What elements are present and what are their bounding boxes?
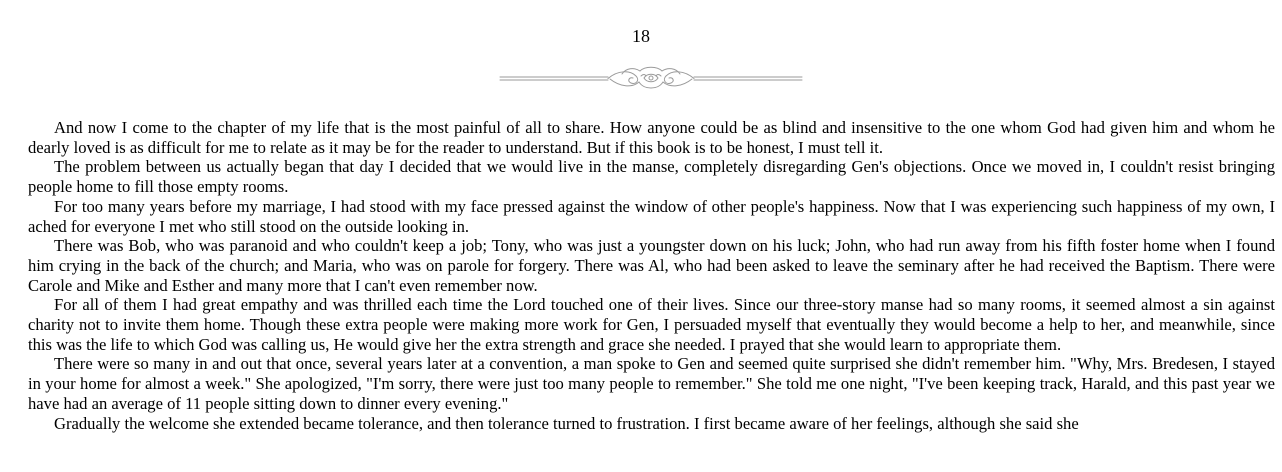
body-text [28,118,1275,433]
paragraph: Gradually the welcome she extended became tolerance, and then tolerance turned to frustration. I first became aware of her feelings, although she said she [54,413,1079,433]
page-number: 18 [632,26,650,46]
paragraph: For too many years before my marriage, I had stood with my face pressed against the window of other people's happiness. Now that I was experiencing such happiness of my own, I ached for everyone I met who still stood on the outside looking in. [28,196,1275,236]
paragraph: There were so many in and out that once, several years later at a convention, a man spoke to Gen and seemed quite surprised she didn't remember him. "Why, Mrs. Bredesen, I stayed in your home for almost a week." She apologized, "I'm sorry, there were just too many people to remember." She told me one night, "I've been keeping track, Harald, and this past year we have had an average of 11 people sitting down to dinner every evening." [28,354,1275,413]
paragraph: And now I come to the chapter of my life that is the most painful of all to share. How anyone could be as blind and insensitive to the one whom God had given him and whom he dearly loved is as difficult for me to relate as it may be for the reader to understand. But if this book is to be honest, I must tell it. [28,118,1275,157]
paragraph: For all of them I had great empathy and was thrilled each time the Lord touched one of their lives. Since our three-story manse had so many rooms, it seemed almost a sin against charity not to invite them home. Though these extra people were making more work for Gen, I persuaded myself that eventually they would become a help to her, and meanwhile, since this was the life to which God was calling us, He would give her the extra strength and grace she needed. I prayed that she would learn to appropriate them. [28,295,1275,354]
scroll-flourish-divider-icon [498,64,804,94]
paragraph: There was Bob, who was paranoid and who couldn't keep a job; Tony, who was just a youngster down on his luck; John, who had run away from his fifth foster home when I found him crying in the back of the church; and Maria, who was on parole for forgery. There was Al, who had been asked to leave the seminary after he had received the Baptism. There were Carole and Mike and Esther and many more that I can't even remember now. [28,236,1275,295]
paragraph: The problem between us actually began that day I decided that we would live in the manse, completely disregarding Gen's objections. Once we moved in, I couldn't resist bringing people home to fill those empty rooms. [28,157,1275,197]
